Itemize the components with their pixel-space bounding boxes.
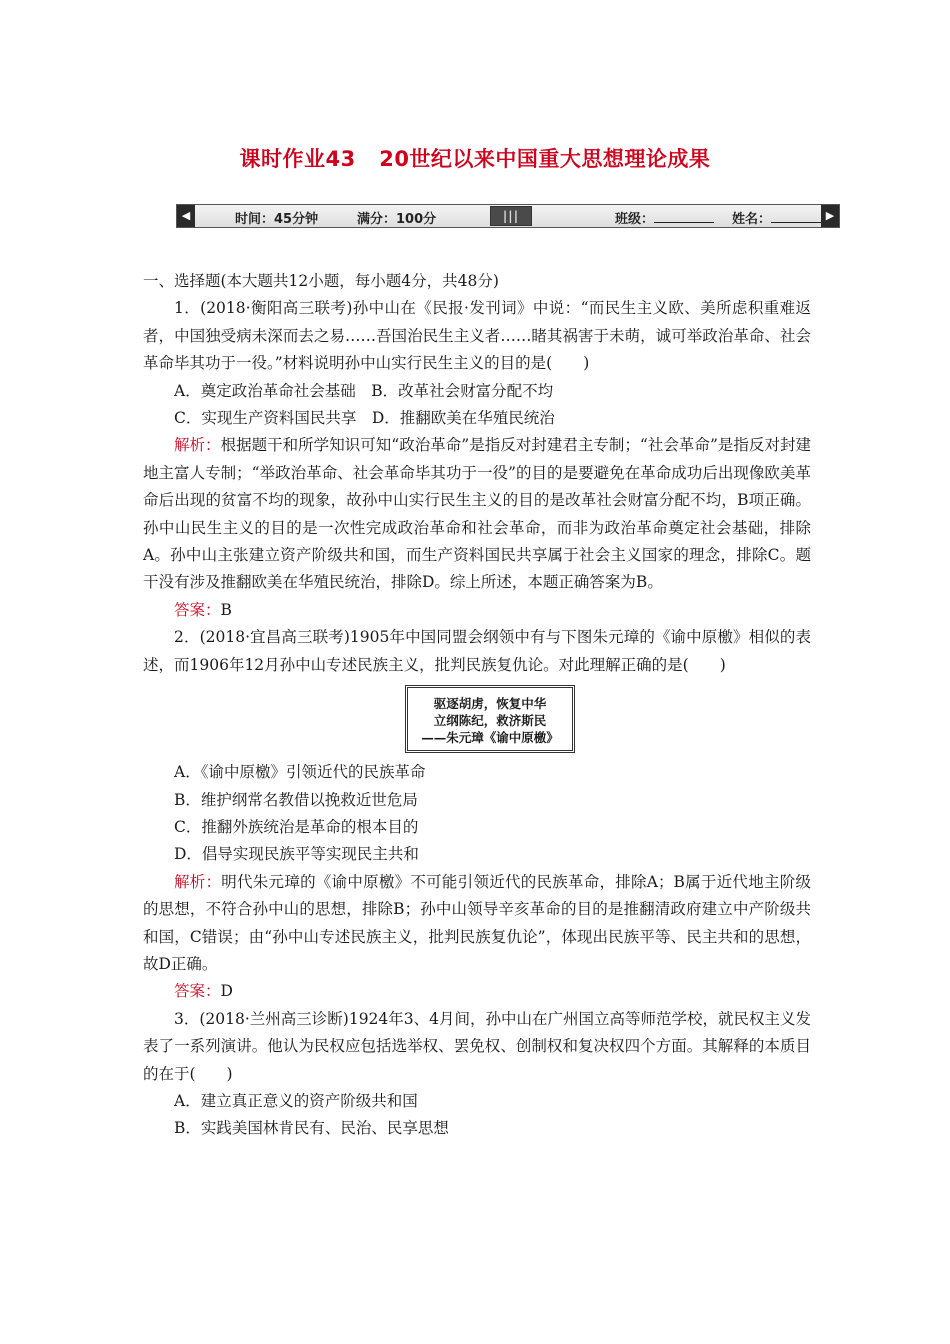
figure-line-3: ——朱元璋《谕中原檄》 (421, 730, 559, 746)
analysis-label: 解析： (174, 436, 221, 455)
answer-label: 答案： (174, 600, 221, 619)
answer-label: 答案： (174, 982, 221, 1001)
class-field (615, 208, 714, 227)
analysis-label: 解析： (174, 872, 222, 891)
question-1-options-ab: A．奠定政治革命社会基础 B．改革社会财富分配不均 (174, 381, 554, 400)
name-field (732, 208, 831, 227)
question-2-stem: 2．(2018·宜昌高三联考)1905年中国同盟会纲领中有与下图朱元璋的《谕中原檄》相似的表述，而1906年12月孙中山专述民族主义，批判民族复仇论。对此理解正确的是( ) (143, 628, 811, 674)
arrow-left-icon[interactable]: ◀ (177, 205, 195, 227)
question-2-option-b: B．维护纲常名教借以挽救近世危局 (174, 790, 418, 809)
answer-value: D (220, 982, 233, 1001)
question-3-option-b: B．实践美国林肯民有、民治、民享思想 (174, 1119, 449, 1138)
question-3-option-a: A．建立真正意义的资产阶级共和国 (174, 1091, 418, 1110)
analysis-text: 根据题干和所学知识可知“政治革命”是指反对封建君主专制；“社会革命”是指反对封建地主富人专制；“举政治革命、社会革命毕其功于一役”的目的是要避免在革命成功后出现像欧美革命后出现的贫富不均的现象，故孙中山实行民生主义的目的是改革社会财富分配不均，B项正确。孙中山民生主义的目的是一次性完成政治革命和社会革命，而非为政治革命奠定社会基础，排除A。孙中山主张建立资产阶级共和国，而生产资料国民共享属于社会主义国家的理念，排除C。题干没有涉及推翻欧美在华殖民统治，排除D。综上所述，本题正确答案为B。 (143, 436, 811, 592)
slider-handle-icon[interactable]: ||| (490, 206, 532, 226)
analysis-text: 明代朱元璋的《谕中原檄》不可能引领近代的民族革命，排除A；B属于近代地主阶级的思想，不符合孙中山的思想，排除B；孙中山领导辛亥革命的目的是推翻清政府建立中产阶级共和国，C错误；由“孙中山专述民族主义，批判民族复仇论”，体现出民族平等、民主共和的思想，故D正确。 (143, 872, 811, 973)
question-1-options-cd: C．实现生产资料国民共享 D．推翻欧美在华殖民统治 (174, 409, 555, 428)
question-2-option-d: D．倡导实现民族平等实现民主共和 (174, 845, 419, 864)
section-heading: 一、选择题(本大题共12小题，每小题4分，共48分) (143, 272, 499, 290)
question-3-stem: 3．(2018·兰州高三诊断)1924年3、4月间，孙中山在广州国立高等师范学校，就民权主义发表了一系列演讲。他认为民权应包括选举权、罢免权、创制权和复决权四个方面。其解释的本质目的在于( ) (143, 1009, 812, 1083)
question-2-analysis (143, 869, 811, 979)
question-2-option-a: A．《谕中原檄》引领近代的民族革命 (174, 763, 426, 782)
time-limit: 时间：45分钟 (235, 212, 319, 227)
figure-line-2: 立纲陈纪，救济斯民 (433, 713, 547, 729)
name-label: 姓名： (732, 212, 772, 227)
quote-figure (405, 685, 575, 753)
question-1-answer (143, 597, 811, 624)
question-1-stem: 1．(2018·衡阳高三联考)孙中山在《民报·发刊词》中说：“而民生主义欧、美所虑积重难返者，中国独受病未深而去之易……吾国治民生主义者……睹其祸害于未萌，诚可举政治革命、社会革命毕其功于一役。”材料说明孙中山实行民生主义的目的是( ) (143, 299, 811, 373)
arrow-right-icon[interactable]: ▶ (821, 205, 839, 227)
full-score: 满分：100分 (357, 212, 437, 227)
question-2-answer (143, 978, 811, 1005)
answer-value: B (220, 600, 232, 619)
page-title: 课时作业43 20世纪以来中国重大思想理论成果 (239, 147, 711, 171)
class-label: 班级： (615, 212, 655, 227)
question-2-figure-wrap (143, 679, 811, 759)
document-body (143, 268, 811, 1143)
question-1-analysis (143, 432, 811, 596)
figure-line-1: 驱逐胡虏，恢复中华 (433, 696, 547, 712)
class-blank (654, 210, 714, 223)
question-2-option-c: C．推翻外族统治是革命的根本目的 (174, 817, 419, 836)
info-bar (176, 204, 840, 228)
